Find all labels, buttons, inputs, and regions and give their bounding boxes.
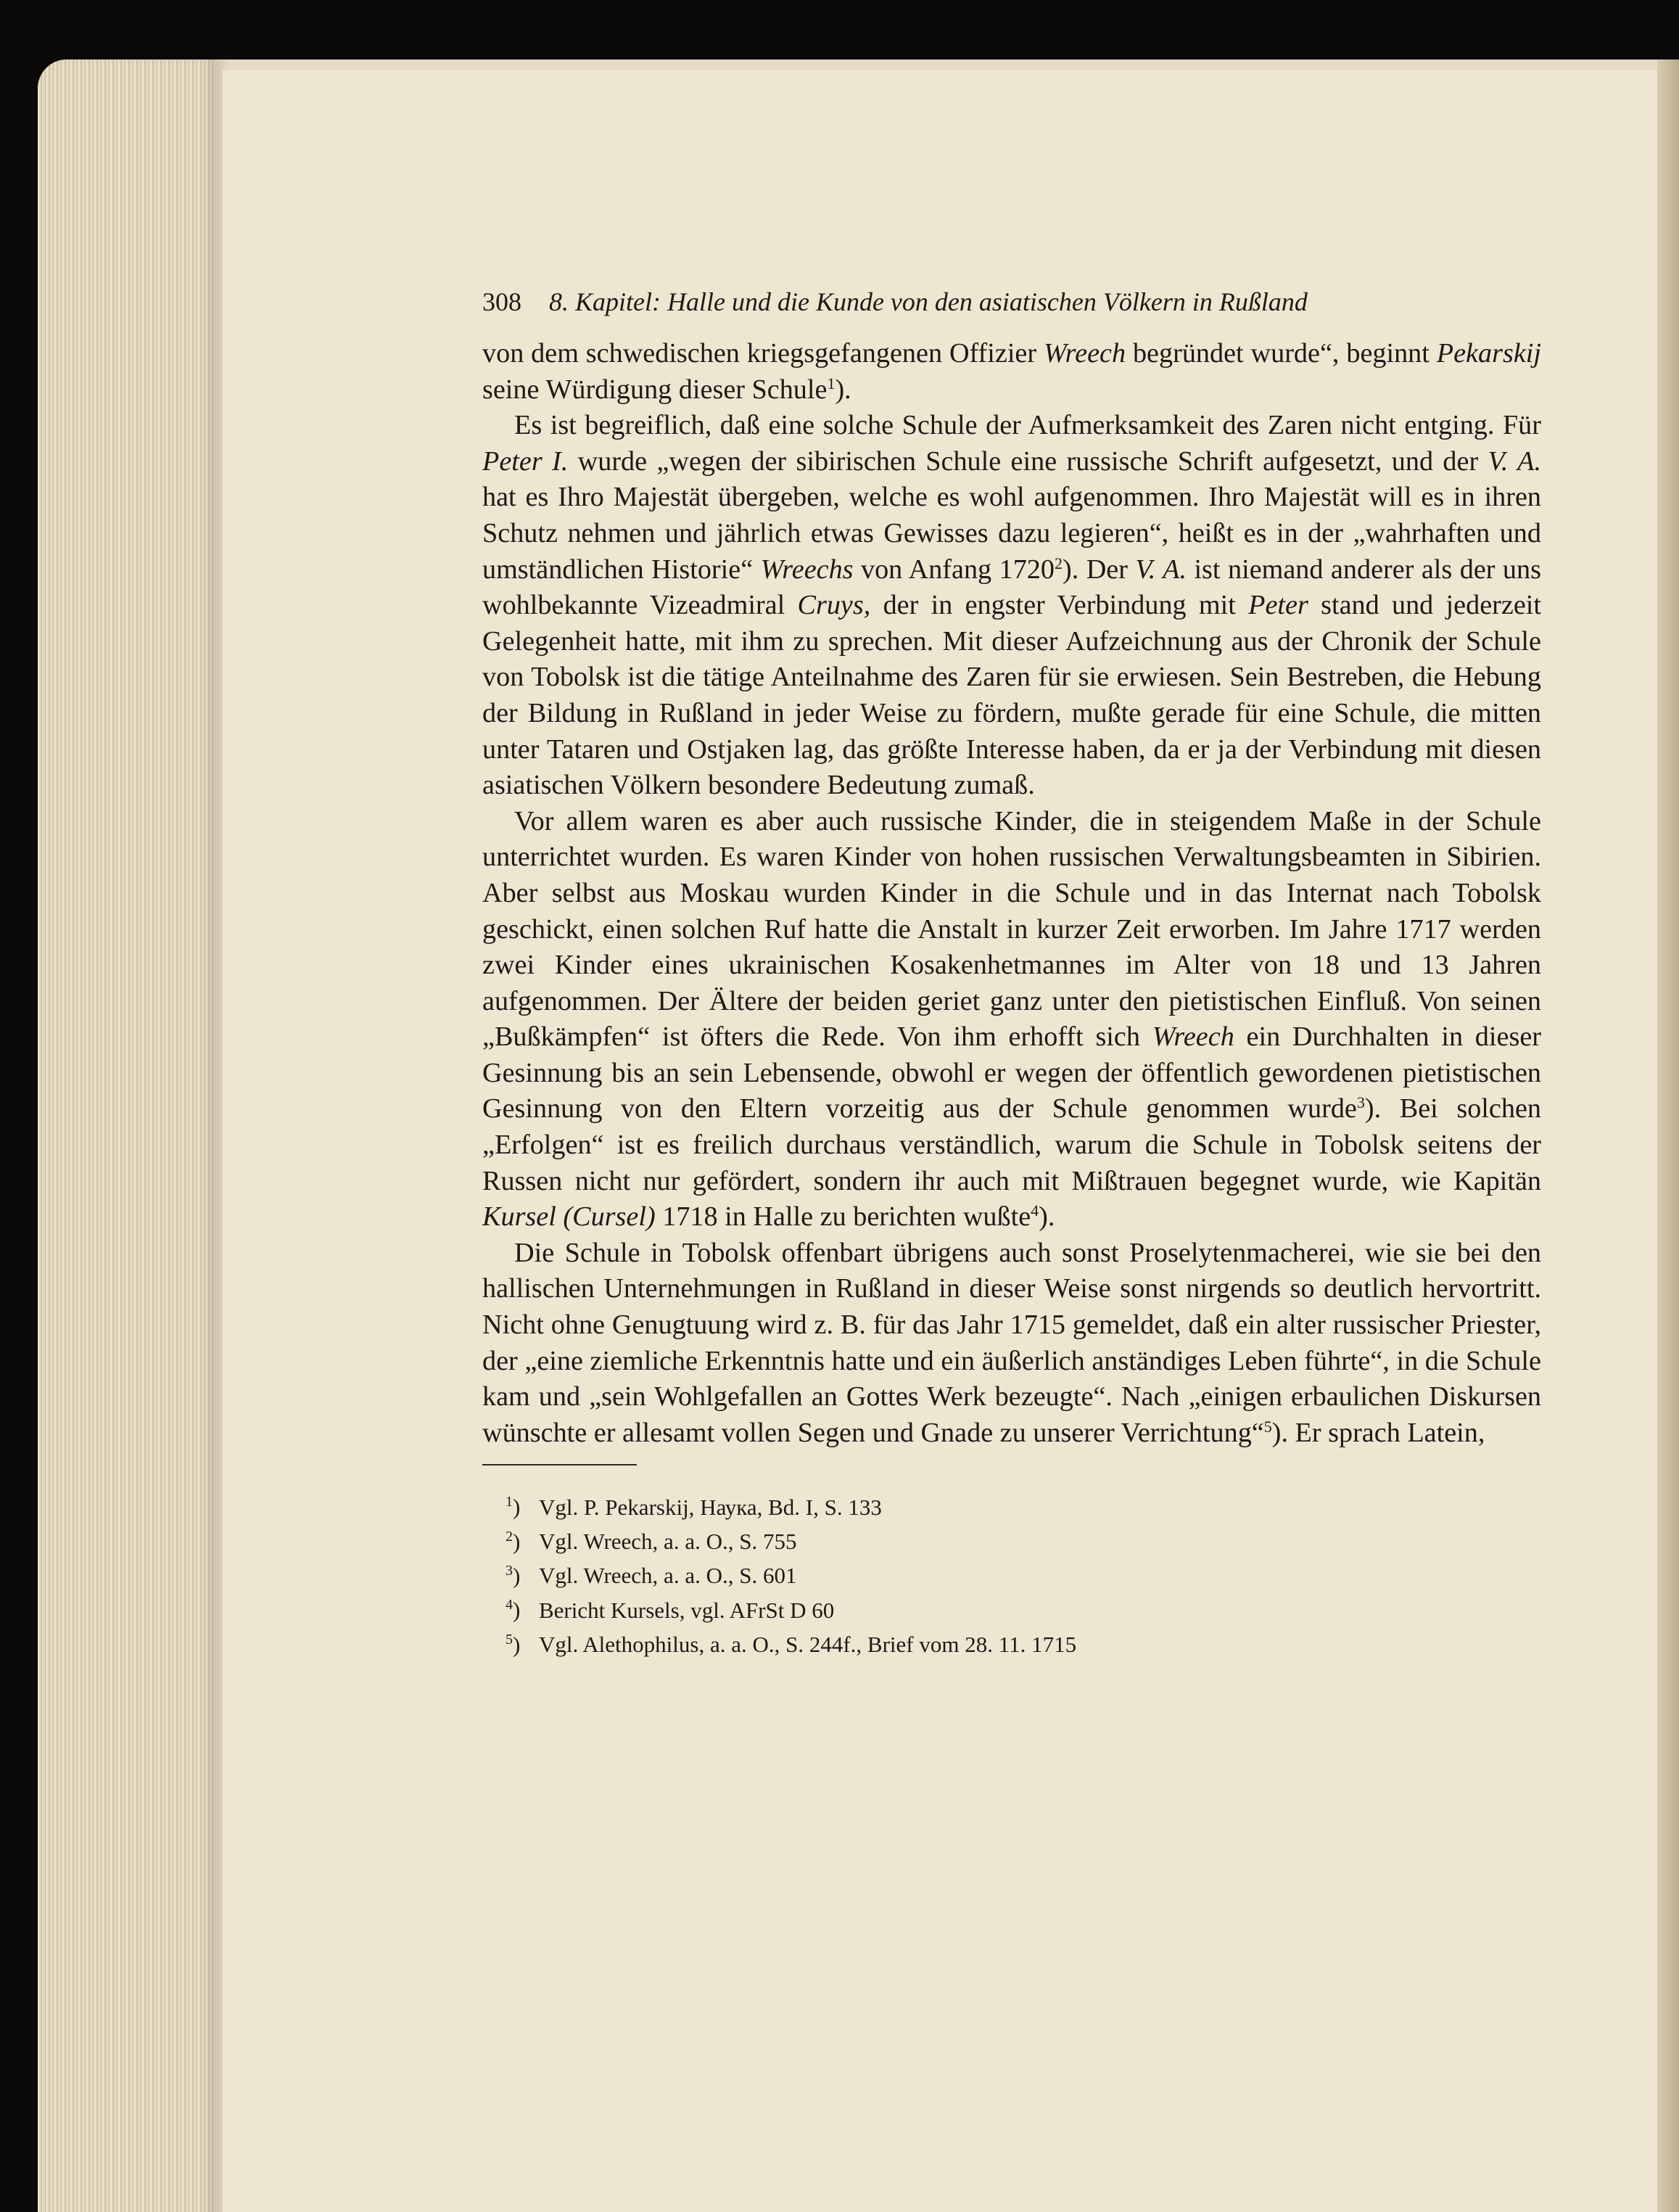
italic-name: V. A. — [1488, 445, 1541, 477]
italic-name: Peter I. — [482, 445, 569, 477]
page-number: 308 — [482, 287, 521, 316]
footnote-marker-number: 4 — [506, 1597, 513, 1613]
footnote-reference: 4 — [1031, 1201, 1039, 1220]
text-run: stand und jederzeit Gelegenheit hatte, mit ihm zu sprechen. Mit dieser Aufzeichnung aus der Chronik der Schule von Tobolsk ist die tätige Anteilnahme des Zaren für sie erwiesen. Sein Bestreben, die Hebung der Bildung in Rußland in jeder Weise zu fördern, mußte gerade für eine Schule, die mitten unter Tataren und Ostjaken lag, das größte Interesse haben, da er ja der Verbindung mit diesen asiatischen Völkern besondere Bedeutung zumaß. — [482, 590, 1541, 801]
footnote-text: Vgl. Wreech, a. a. O., S. 755 — [539, 1529, 797, 1555]
text-run: ). — [835, 374, 851, 405]
footnote-reference: 2 — [1054, 554, 1063, 572]
footnote-marker: $^2$) — [506, 1528, 521, 1555]
text-run: ist niemand anderer als der uns wohlbekannte Vizeadmiral — [482, 554, 1541, 621]
footnote — [506, 1625, 1541, 1659]
text-run: begründet wurde“, beginnt — [1126, 338, 1437, 369]
footnote-text: Bericht Kursels, vgl. AFrSt D 60 — [539, 1597, 835, 1623]
italic-name: Cruys, — [797, 590, 871, 621]
footnote-text: Vgl. P. Pekarskij, Наука, Bd. I, S. 133 — [539, 1494, 882, 1520]
paragraph — [482, 336, 1541, 408]
footnote-marker: $^5$) — [506, 1631, 521, 1658]
text-run: von Anfang 1720 — [853, 554, 1055, 585]
text-run: ). Er sprach Latein, — [1271, 1417, 1485, 1448]
paragraph — [482, 804, 1541, 1235]
footnote-reference: 1 — [827, 374, 836, 392]
text-run: wurde „wegen der sibirischen Schule eine russische Schrift aufgesetzt, und der — [568, 445, 1488, 477]
italic-name: Peter — [1248, 590, 1308, 621]
footnote-marker: $^1$) — [506, 1494, 521, 1520]
footnote-reference: 5 — [1263, 1417, 1272, 1436]
footnote — [506, 1522, 1541, 1556]
paragraph — [482, 408, 1541, 804]
text-run: der in engster Verbindung mit — [870, 590, 1249, 621]
footnote-marker-number: 2 — [506, 1528, 513, 1545]
chapter-title: 8. Kapitel: Halle und die Kunde von den asiatischen Völkern in Rußland — [549, 287, 1308, 316]
text-run: ein Durchhalten in dieser Gesinnung bis an sein Lebensende, obwohl er wegen der öffentlich gewordenen pietistischen Gesinnung von den Eltern vorzeitig aus der Schule genommen wurde — [482, 1021, 1541, 1124]
paragraph — [482, 1235, 1541, 1452]
text-run: ). Bei solchen „Erfolgen“ ist es freilich durchaus verständlich, warum die Schule in Tobolsk seitens der Russen nicht nur gefördert, sondern ihr auch mit Mißtrauen begegnet wurde, wie Kapitän — [482, 1093, 1541, 1196]
body-text — [482, 336, 1541, 1451]
footnote-text: Vgl. Alethophilus, a. a. O., S. 244f., Brief vom 28. 11. 1715 — [539, 1632, 1077, 1658]
italic-name: Pekarskij — [1436, 338, 1541, 369]
text-run: von dem schwedischen kriegsgefangenen Offizier — [482, 338, 1044, 369]
footnote-text: Vgl. Wreech, a. a. O., S. 601 — [539, 1563, 797, 1589]
footnote-marker-number: 5 — [506, 1631, 513, 1648]
running-head — [482, 287, 1541, 317]
text-run: Es ist begreiflich, daß eine solche Schule der Aufmerksamkeit des Zaren nicht entging. Für — [514, 410, 1541, 441]
text-run: hat es Ihro Majestät übergeben, welche es wohl aufgenommen. Ihro Majestät will es in ihren Schutz nehmen und jährlich etwas Gewisses dazu legieren“, heißt es in der „wahrhaften und umständlichen Historie“ — [482, 482, 1541, 585]
italic-name: Wreechs — [760, 554, 854, 585]
page-content — [482, 287, 1541, 1659]
right-binding-edge — [1657, 59, 1679, 2212]
page-edges — [38, 59, 215, 2212]
footnote-reference: 3 — [1356, 1093, 1365, 1112]
text-run: seine Würdigung dieser Schule — [482, 374, 828, 405]
footnote-marker: $^4$) — [506, 1597, 521, 1623]
footnotes — [482, 1487, 1541, 1659]
text-run: ). — [1039, 1201, 1055, 1233]
footnote-marker-number: 1 — [506, 1494, 513, 1510]
italic-name: Wreech — [1152, 1021, 1234, 1053]
footnote — [506, 1487, 1541, 1521]
text-run: Die Schule in Tobolsk offenbart übrigens auch sonst Proselytenmacherei, wie sie bei den hallischen Unternehmungen in Rußland in dieser Weise sonst nirgends so deutlich hervortritt. Nicht ohne Genugtuung wird z. B. für das Jahr 1715 gemeldet, daß ein alter russischer Priester, der „eine ziemliche Erkenntnis hatte und ein äußerlich anständiges Leben führte“, in die Schule kam und „sein Wohlgefallen an Gottes Werk bezeugte“. Nach „einigen erbaulichen Diskursen wünschte er allesamt vollen Segen und Gnade zu unserer Verrichtung“ — [482, 1237, 1541, 1448]
footnote — [506, 1556, 1541, 1590]
footnote — [506, 1590, 1541, 1624]
footnote-marker-number: 3 — [506, 1563, 513, 1579]
footnote-rule — [482, 1464, 637, 1465]
footnote-marker: $^3$) — [506, 1563, 521, 1589]
text-run: Vor allem waren es aber auch russische Kinder, die in steigendem Maße in der Schule unterrichtet wurden. Es waren Kinder von hohen russischen Verwaltungsbeamten in Sibirien. Aber selbst aus Moskau wurden Kinder in die Schule und in das Internat nach Tobolsk geschickt, einen solchen Ruf hatte die Anstalt in kurzer Zeit erworben. Im Jahre 1717 werden zwei Kinder eines ukrainischen Kosakenhetmannes im Alter von 18 und 13 Jahren aufgenommen. Der Ältere der beiden geriet ganz unter den pietistischen Einfluß. Von seinen „Bußkämpfen“ ist öfters die Rede. Von ihm erhofft sich — [482, 805, 1541, 1053]
text-run: ). Der — [1062, 554, 1136, 585]
italic-name: Wreech — [1043, 338, 1126, 369]
italic-name: Kursel (Cursel) — [482, 1201, 656, 1233]
text-run: 1718 in Halle zu berichten wußte — [655, 1201, 1031, 1233]
italic-name: V. A. — [1135, 554, 1187, 585]
